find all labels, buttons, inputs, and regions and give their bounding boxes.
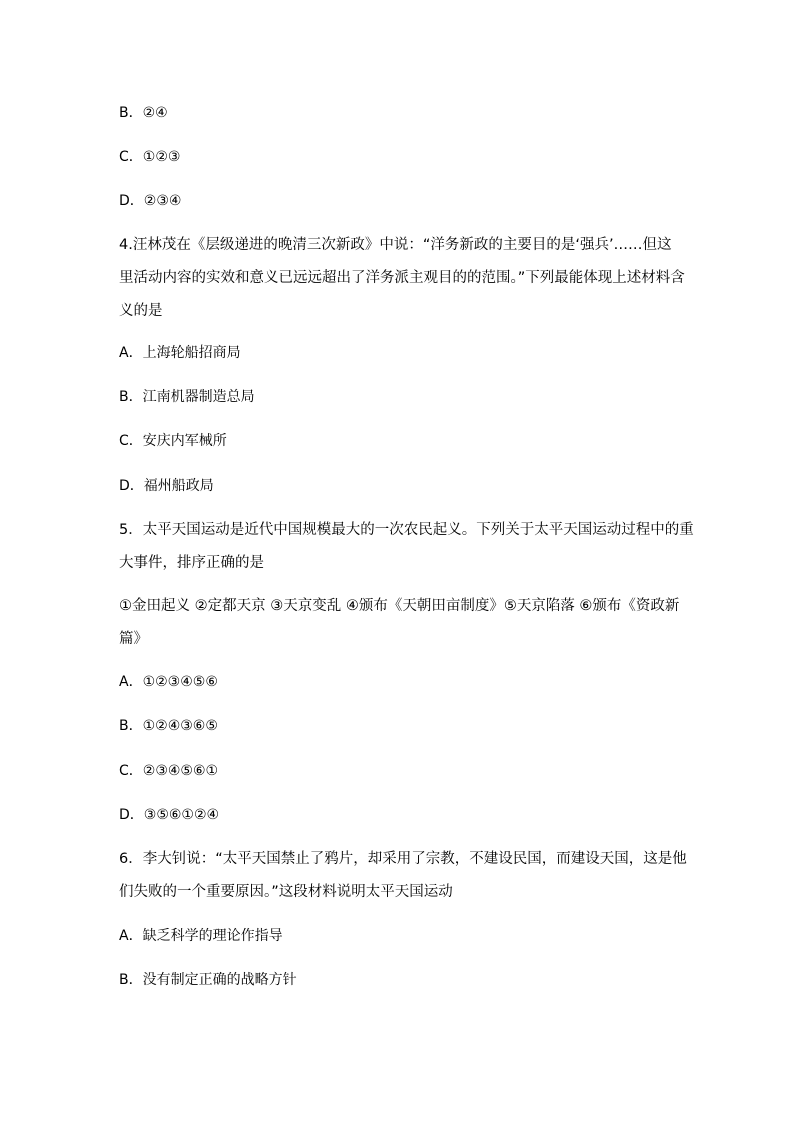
q4-option-a: A．上海轮船招商局	[119, 345, 241, 361]
q5-stem-line-1: 5．太平天国运动是近代中国规模最大的一次农民起义。下列关于太平天国运动过程中的重	[119, 522, 694, 538]
q6-stem-line-1: 6．李大钊说：“太平天国禁止了鸦片，却采用了宗教，不建设民国，而建设天国，这是他	[119, 851, 687, 867]
q6-stem-line-2: 们失败的一个重要原因。”这段材料说明太平天国运动	[119, 884, 453, 900]
q5-option-d: D．③⑤⑥①②④	[119, 807, 220, 823]
q5-option-c: C．②③④⑤⑥①	[119, 763, 219, 779]
q5-option-a: A．①②③④⑤⑥	[119, 674, 218, 690]
q4-stem-line-3: 义的是	[119, 303, 163, 319]
q4-option-b: B．江南机器制造总局	[119, 389, 255, 405]
q5-events-line-1: ①金田起义 ②定都天京 ③天京变乱 ④颁布《天朝田亩制度》⑤天京陷落 ⑥颁布《资政新	[119, 598, 680, 614]
q5-stem-line-2: 大事件，排序正确的是	[119, 555, 264, 571]
q3-option-c: C．①②③	[119, 149, 181, 165]
q4-stem-line-2: 里活动内容的实效和意义已远远超出了洋务派主观目的的范围。”下列最能体现上述材料含	[119, 270, 685, 286]
q4-option-c: C．安庆内军械所	[119, 433, 227, 449]
q3-option-b: B．②④	[119, 105, 168, 121]
q5-events-line-2: 篇》	[119, 631, 148, 647]
q4-option-d: D．福州船政局	[119, 478, 214, 494]
q3-option-d: D．②③④	[119, 193, 182, 209]
q5-option-b: B．①②④③⑥⑤	[119, 718, 218, 734]
q6-option-b: B．没有制定正确的战略方针	[119, 972, 297, 988]
q6-option-a: A．缺乏科学的理论作指导	[119, 928, 283, 944]
q4-stem-line-1: 4.汪林茂在《层级递进的晚清三次新政》中说：“洋务新政的主要目的是‘强兵’……但这	[119, 237, 672, 253]
